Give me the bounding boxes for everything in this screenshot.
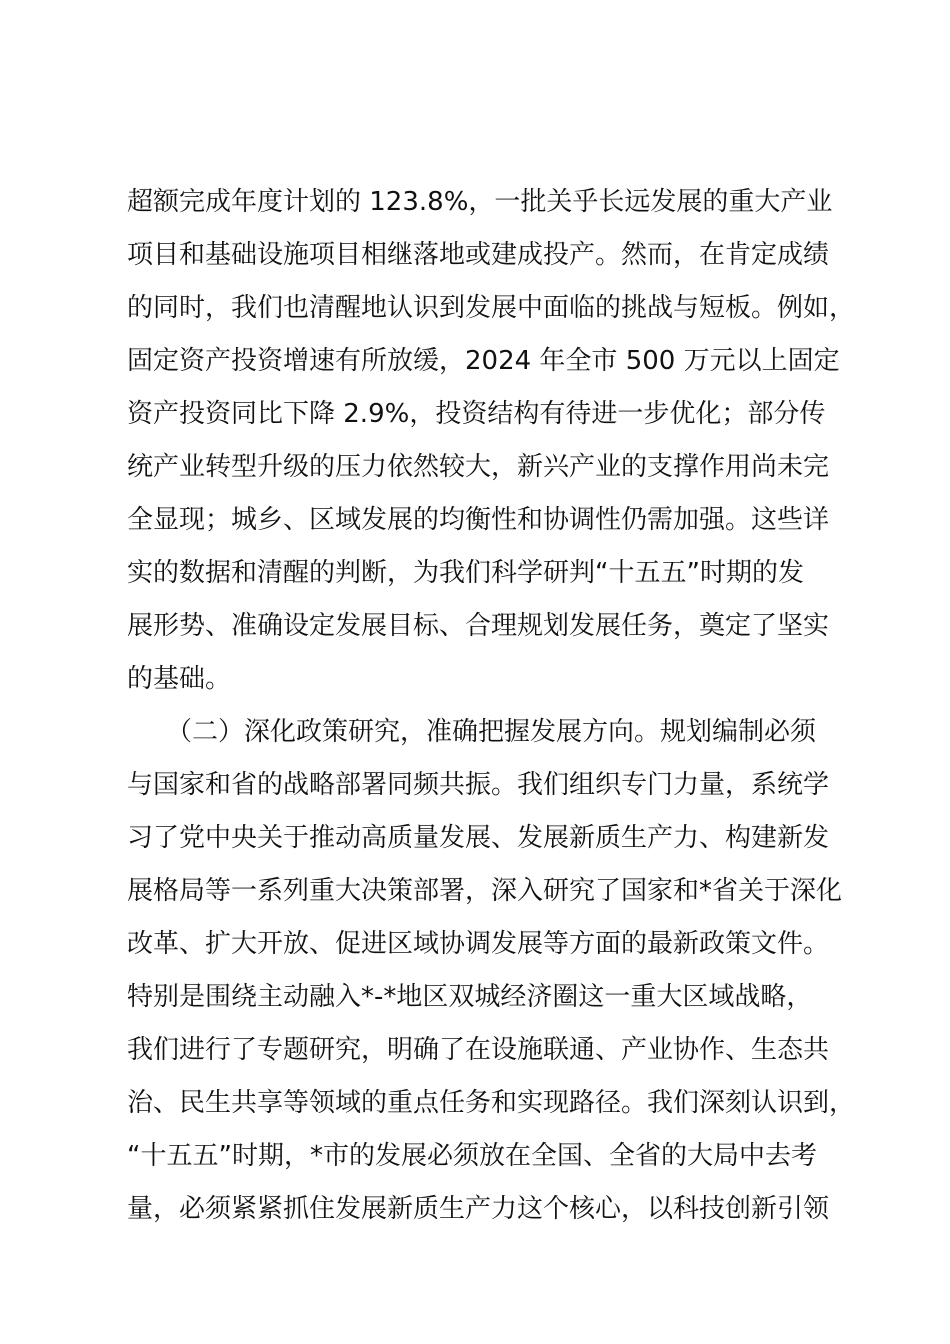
text-line: 习了党中央关于推动高质量发展、发展新质生产力、构建新发 [127, 823, 830, 853]
text-line: 固定资产投资增速有所放缓，2024 年全市 500 万元以上固定 [127, 346, 840, 376]
text-line: 与国家和省的战略部署同频共振。我们组织专门力量，系统学 [127, 770, 830, 800]
body-text [127, 176, 867, 1236]
text-line: 全显现；城乡、区域发展的均衡性和协调性仍需加强。这些详 [127, 505, 830, 535]
text-line: 超额完成年度计划的 123.8%，一批关乎长远发展的重大产业 [127, 187, 833, 217]
text-line: 统产业转型升级的压力依然较大，新兴产业的支撑作用尚未完 [127, 452, 830, 482]
text-line: 展形势、准确设定发展目标、合理规划发展任务，奠定了坚实 [127, 611, 830, 641]
text-line: 的基础。 [127, 664, 232, 694]
text-line: 的同时，我们也清醒地认识到发展中面临的挑战与短板。例如， [127, 293, 856, 323]
section-heading-line: （二）深化政策研究，准确把握发展方向。规划编制必须 [127, 717, 817, 747]
text-line: 项目和基础设施项目相继落地或建成投产。然而，在肯定成绩 [127, 240, 830, 270]
text-line: 展格局等一系列重大决策部署，深入研究了国家和*省关于深化 [127, 876, 843, 906]
text-line: 特别是围绕主动融入*-*地区双城经济圈这一重大区域战略， [127, 982, 813, 1012]
text-line: 资产投资同比下降 2.9%，投资结构有待进一步优化；部分传 [127, 399, 826, 429]
text-line: 治、民生共享等领域的重点任务和实现路径。我们深刻认识到， [127, 1088, 856, 1118]
text-line: 改革、扩大开放、促进区域协调发展等方面的最新政策文件。 [127, 929, 830, 959]
text-line: 实的数据和清醒的判断，为我们科学研判“十五五”时期的发 [127, 558, 804, 588]
text-line: 我们进行了专题研究，明确了在设施联通、产业协作、生态共 [127, 1035, 830, 1065]
text-line: 量，必须紧紧抓住发展新质生产力这个核心，以科技创新引领 [127, 1194, 830, 1224]
text-line: “十五五”时期，*市的发展必须放在全国、全省的大局中去考 [127, 1141, 817, 1171]
